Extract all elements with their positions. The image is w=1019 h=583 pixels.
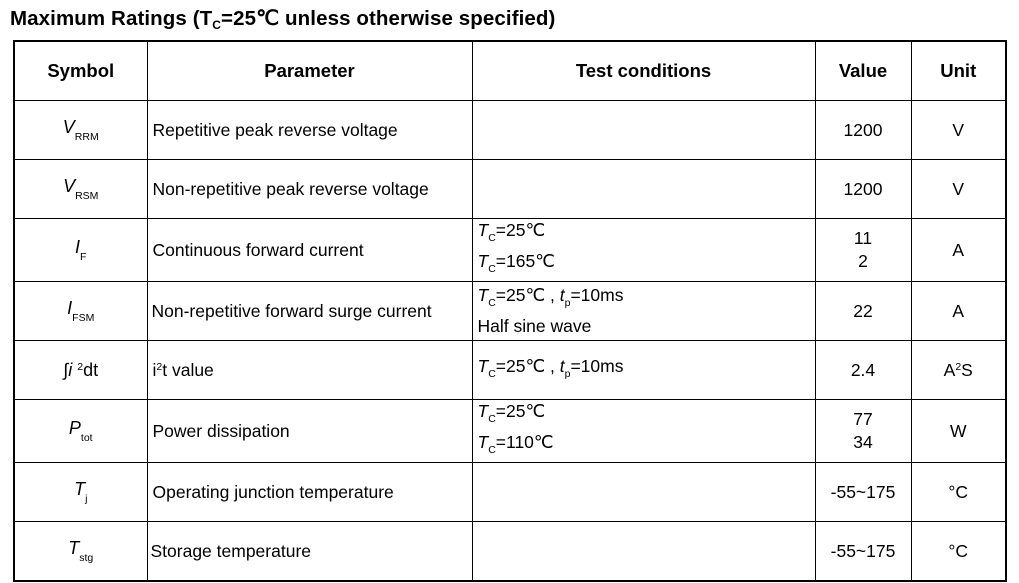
conditions-cell bbox=[472, 341, 815, 400]
title-suffix: =25℃ unless otherwise specified) bbox=[221, 7, 556, 30]
conditions-cell bbox=[472, 219, 815, 282]
parameter-cell: Power dissipation bbox=[147, 400, 472, 463]
unit-cell: A bbox=[911, 219, 1006, 282]
parameter-cell: $i^2t$ value bbox=[147, 341, 472, 400]
condition-line: $T_C=25℃$ , $t_p=10ms$ bbox=[477, 355, 624, 380]
title-text: Maximum Ratings (T bbox=[10, 7, 213, 30]
parameter-cell: Operating junction temperature bbox=[147, 463, 472, 522]
parameter-cell: Non-repetitive forward surge current bbox=[147, 282, 472, 341]
value-cell: 22 bbox=[815, 282, 911, 341]
parameter-cell: Storage temperature bbox=[147, 522, 472, 582]
condition-line: $T_C=165℃$ bbox=[477, 251, 555, 275]
symbol-cell: ∫i $^2$dt bbox=[14, 341, 147, 400]
conditions-cell bbox=[472, 101, 815, 160]
table-row bbox=[14, 282, 1006, 341]
unit-cell: W bbox=[911, 400, 1006, 463]
condition-line: $T_C=25℃$ bbox=[477, 401, 546, 425]
parameter-cell: Non-repetitive peak reverse voltage bbox=[147, 160, 472, 219]
table-row bbox=[14, 400, 1006, 463]
condition-line: $T_C=25℃$ , $t_p=10ms$ bbox=[477, 285, 624, 309]
table-row bbox=[14, 463, 1006, 522]
conditions-cell bbox=[472, 463, 815, 522]
value-cell: 1200 bbox=[815, 101, 911, 160]
unit-cell: °C bbox=[911, 463, 1006, 522]
conditions-cell bbox=[472, 522, 815, 582]
symbol-cell: $T_j$ bbox=[14, 463, 147, 522]
title-subscript: C bbox=[212, 18, 222, 32]
table-row bbox=[14, 160, 1006, 219]
table-row bbox=[14, 522, 1006, 582]
header-symbol: Symbol bbox=[14, 41, 147, 101]
symbol-cell: $V_{RRM}$ bbox=[14, 101, 147, 160]
symbol-cell: $V_{RSM}$ bbox=[14, 160, 147, 219]
header-conditions: Test conditions bbox=[472, 41, 815, 101]
table-row bbox=[14, 341, 1006, 400]
condition-line: $T_C=110℃$ bbox=[477, 432, 554, 456]
unit-cell: V bbox=[911, 160, 1006, 219]
conditions-cell bbox=[472, 160, 815, 219]
condition-line: $T_C=25℃$ bbox=[477, 220, 546, 244]
header-value: Value bbox=[815, 41, 911, 101]
symbol-cell: $T_{stg}$ bbox=[14, 522, 147, 582]
value-cell: -55~175 bbox=[815, 463, 911, 522]
parameter-cell: Continuous forward current bbox=[147, 219, 472, 282]
parameter-cell: Repetitive peak reverse voltage bbox=[147, 101, 472, 160]
table-row bbox=[14, 219, 1006, 282]
value-cell: -55~175 bbox=[815, 522, 911, 582]
symbol-cell: $I_{FSM}$ bbox=[14, 282, 147, 341]
value-cell: 1200 bbox=[815, 160, 911, 219]
symbol-cell: $I_F$ bbox=[14, 219, 147, 282]
table-row bbox=[14, 101, 1006, 160]
symbol-cell: $P_{tot}$ bbox=[14, 400, 147, 463]
unit-cell: A bbox=[911, 282, 1006, 341]
header-unit: Unit bbox=[911, 41, 1006, 101]
ratings-table bbox=[13, 40, 1007, 582]
conditions-cell bbox=[472, 400, 815, 463]
page-title bbox=[10, 6, 555, 32]
unit-cell: V bbox=[911, 101, 1006, 160]
value-cell: 2.4 bbox=[815, 341, 911, 400]
unit-cell: $A^2S$ bbox=[911, 341, 1006, 400]
value-cell: 11 2 bbox=[815, 219, 911, 282]
condition-line: Half sine wave bbox=[477, 316, 592, 336]
header-parameter: Parameter bbox=[147, 41, 472, 101]
unit-cell: °C bbox=[911, 522, 1006, 582]
value-cell: 77 34 bbox=[815, 400, 911, 463]
header-row bbox=[14, 41, 1006, 101]
conditions-cell bbox=[472, 282, 815, 341]
